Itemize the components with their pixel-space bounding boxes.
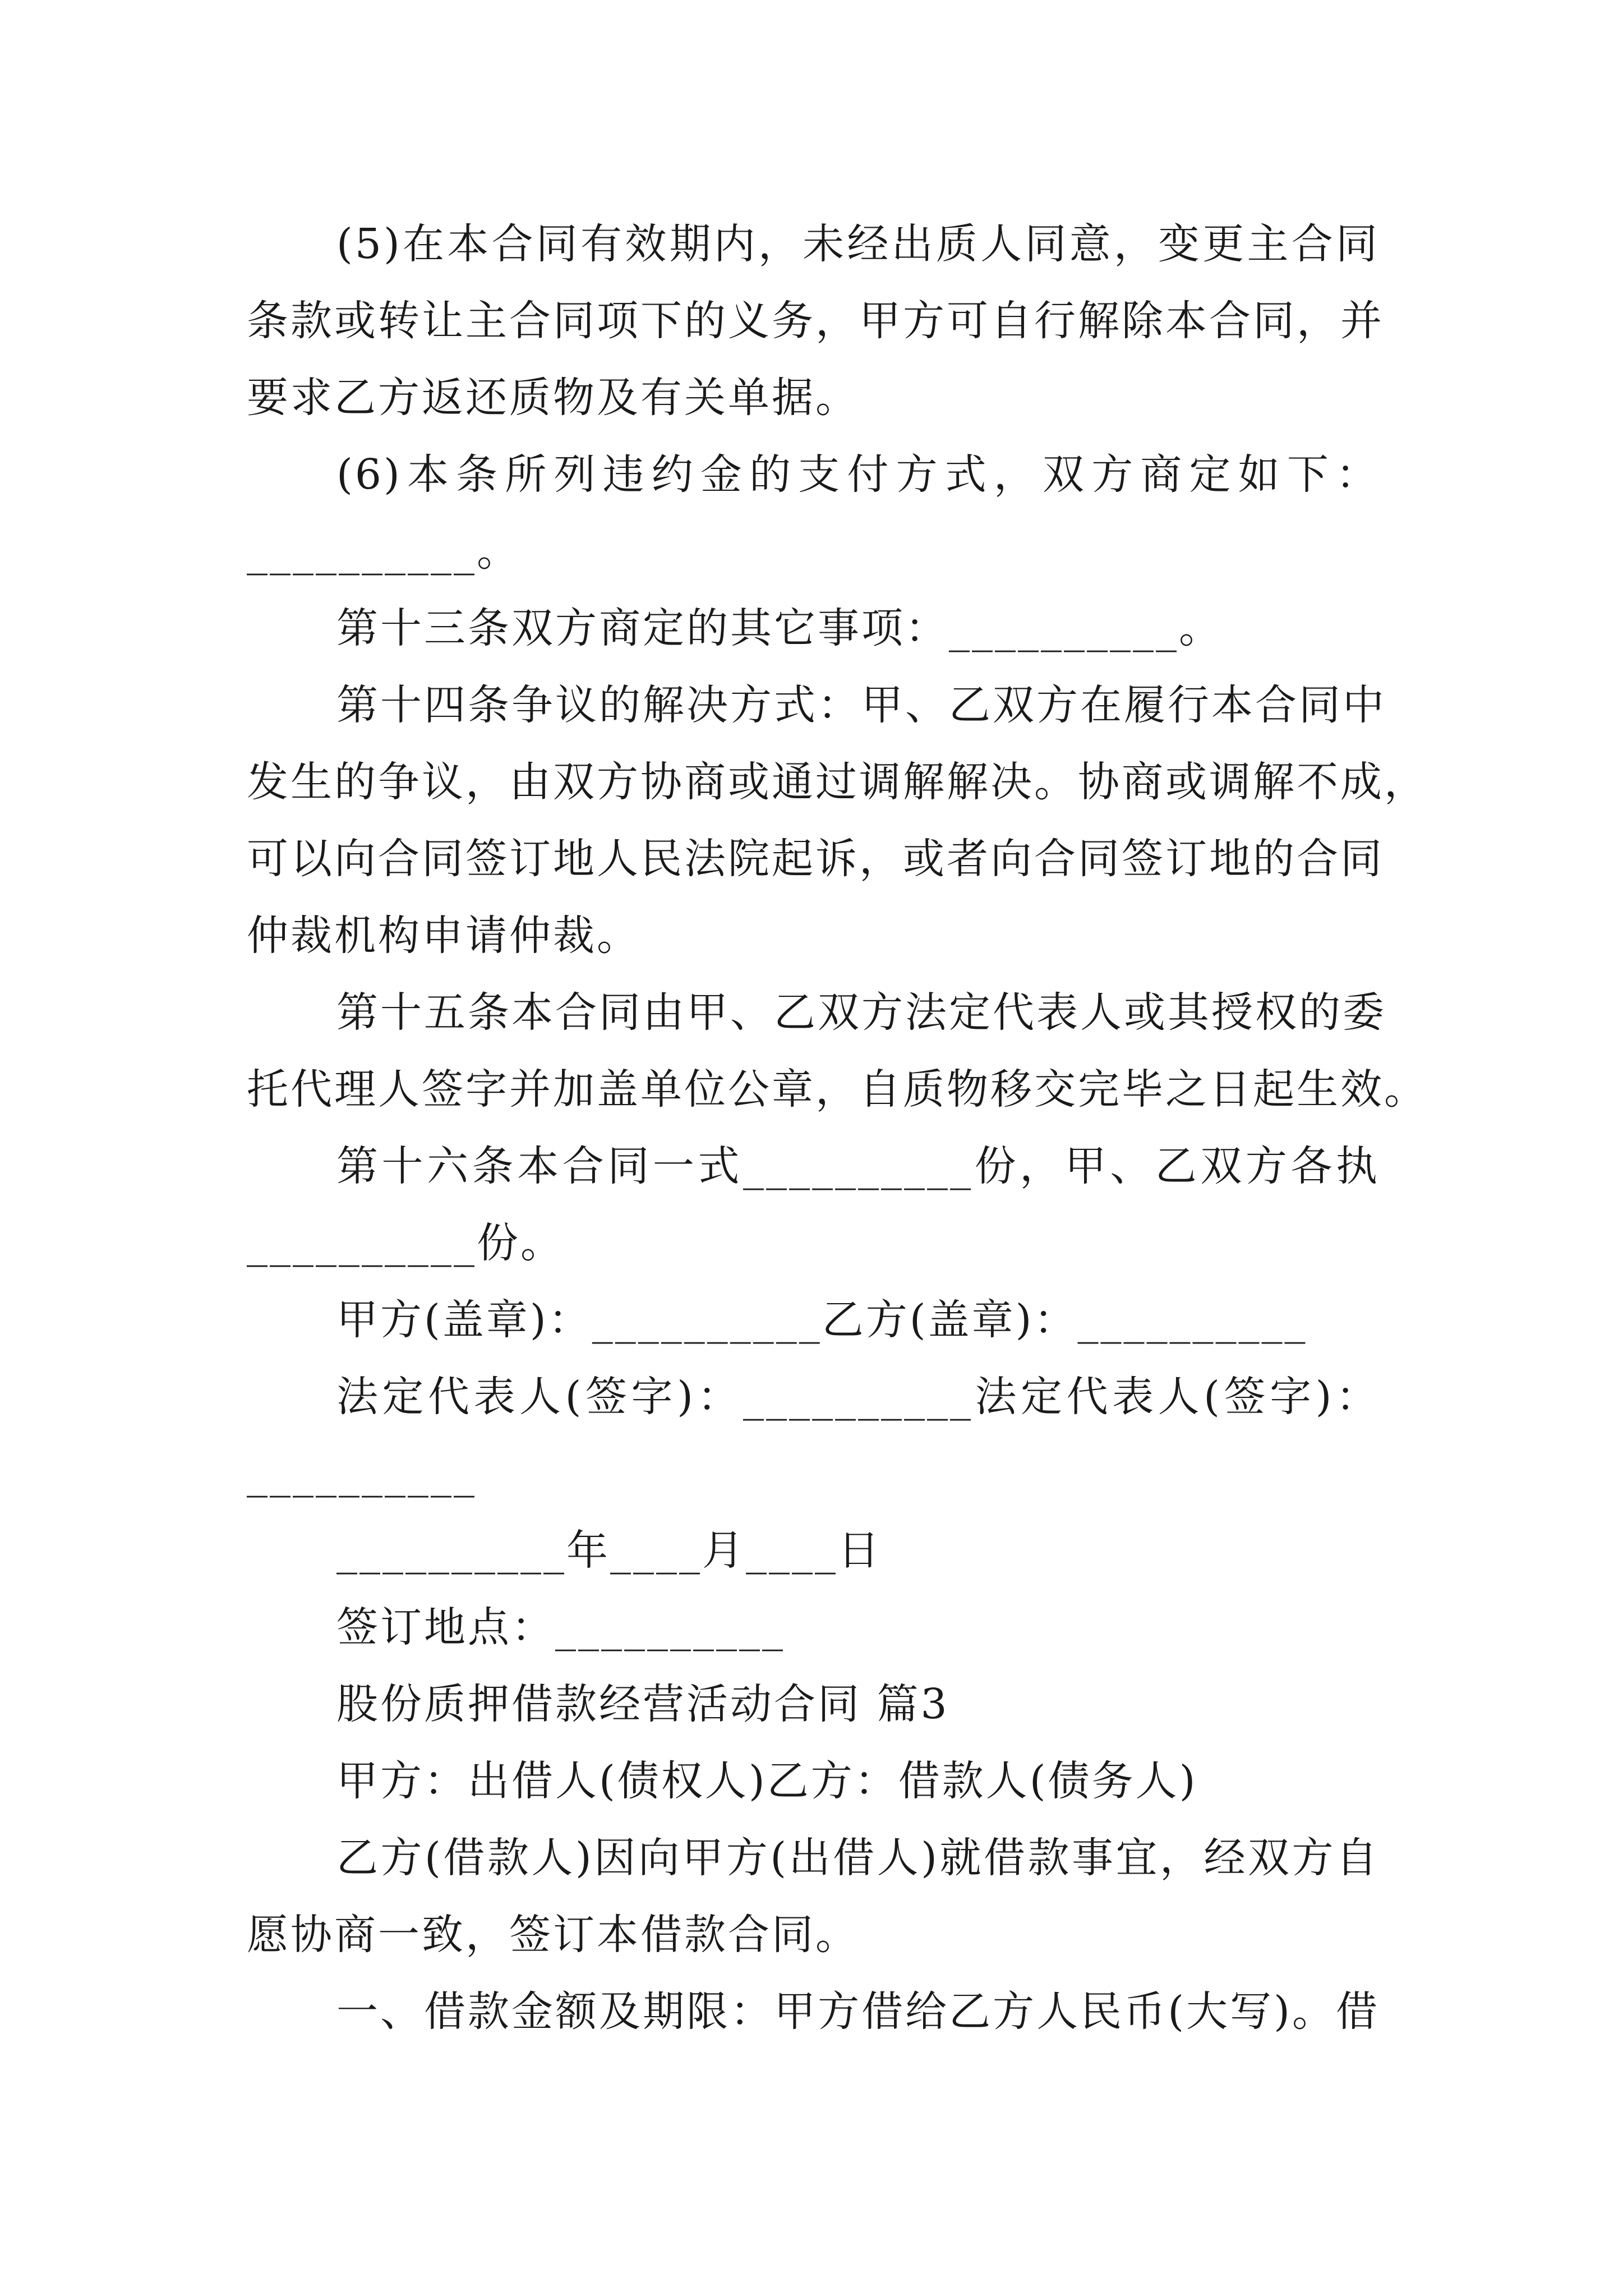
signing-date: __________年____月____日 — [336, 1526, 882, 1575]
article-14-line-1: 第十四条争议的解决方式：甲、乙双方在履行本合同中 — [336, 681, 1386, 729]
signing-place: 签订地点：__________ — [336, 1603, 785, 1651]
section-heading: 股份质押借款经营活动合同 篇3 — [336, 1680, 949, 1728]
article-14-line-3: 可以向合同签订地人民法院起诉，或者向合同签订地的合同 — [247, 835, 1384, 883]
article-14-line-4: 仲裁机构申请仲裁。 — [247, 912, 640, 960]
clause-12-5-line-3: 要求乙方返还质物及有关单据。 — [247, 374, 859, 422]
article-14-line-2: 发生的争议，由双方协商或通过调解解决。协商或调解不成， — [247, 758, 1428, 806]
legal-rep-signature-blank: __________ — [247, 1450, 477, 1498]
article-13: 第十三条双方商定的其它事项：__________。 — [336, 604, 1223, 652]
party-a-b-seal-line: 甲方(盖章)：__________乙方(盖章)：__________ — [336, 1296, 1308, 1344]
intro-line-1: 乙方(借款人)因向甲方(出借人)就借款事宜，经双方自 — [336, 1834, 1380, 1882]
clause-12-5-line-2: 条款或转让主合同项下的义务，甲方可自行解除本合同，并 — [247, 297, 1384, 345]
article-15-line-1: 第十五条本合同由甲、乙双方法定代表人或其授权的委 — [336, 988, 1386, 1037]
clause-12-6-line-1: (6)本条所列违约金的支付方式，双方商定如下： — [336, 450, 1380, 499]
clause-12-5-line-1: (5)在本合同有效期内，未经出质人同意，变更主合同 — [336, 220, 1380, 268]
article-16-line-1: 第十六条本合同一式__________份，甲、乙双方各执 — [336, 1142, 1380, 1190]
loan-amount-line: 一、借款金额及期限：甲方借给乙方人民币(大写)。借 — [336, 1987, 1380, 2036]
clause-12-6-blank: __________。 — [247, 527, 520, 576]
article-16-line-2: __________份。 — [247, 1219, 564, 1267]
parties-line: 甲方：出借人(债权人)乙方：借款人(债务人) — [336, 1757, 1198, 1805]
intro-line-2: 愿协商一致，签订本借款合同。 — [247, 1911, 859, 1959]
article-15-line-2: 托代理人签字并加盖单位公章，自质物移交完毕之日起生效。 — [247, 1065, 1428, 1114]
legal-rep-signature-line: 法定代表人(签字)：__________法定代表人(签字)： — [336, 1373, 1380, 1421]
